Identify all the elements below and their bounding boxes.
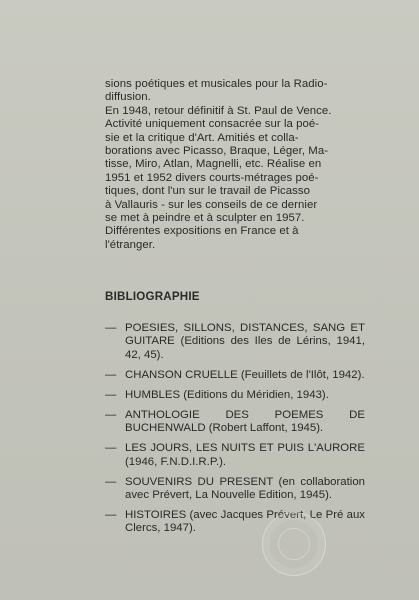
bio-line: à Vallauris - sur les conseils de ce dernier <box>105 198 318 211</box>
bibliography-item <box>105 442 365 469</box>
dash-marker: — <box>105 388 117 401</box>
bibliography-item <box>105 476 365 503</box>
bibliography-item <box>105 369 365 382</box>
bio-line: Différentes expositions en France et à <box>105 225 299 238</box>
bibliography-entry: LES JOURS, LES NUITS ET PUIS L'AURORE (1946, F.N.D.I.R.P.). <box>125 442 365 468</box>
bio-line: sions poétiques et musicales pour la Radio- <box>105 78 328 90</box>
bio-line: Activité uniquement consacrée sur la poé- <box>105 118 320 131</box>
dash-marker: — <box>105 509 117 522</box>
dash-marker: — <box>105 368 117 381</box>
bio-line: En 1948, retour définitif à St. Paul de Vence. <box>105 104 332 117</box>
bio-line: l'étranger. <box>105 238 156 251</box>
bibliography-list <box>105 322 365 542</box>
dash-marker: — <box>105 322 117 334</box>
dash-marker: — <box>105 408 117 421</box>
bibliography-item <box>105 322 365 362</box>
bio-line: sie et la critique d'Art. Amitiés et colla- <box>105 131 299 144</box>
bibliography-entry: CHANSON CRUELLE (Feuillets de l'Ilôt, 1942). <box>125 368 365 381</box>
bibliography-entry: HUMBLES (Editions du Méridien, 1943). <box>125 388 329 401</box>
bio-line: 1951 et 1952 divers courts-métrages poé- <box>105 171 319 184</box>
bio-paragraph-2 <box>105 105 363 252</box>
biography-text <box>105 78 363 252</box>
bibliography-entry: ANTHOLOGIE DES POEMES DE BUCHENWALD (Robert Laffont, 1945). <box>125 408 365 435</box>
bibliography-item <box>105 389 365 402</box>
bibliography-entry: HISTOIRES (avec Jacques Prévert, Le Pré aux Clercs, 1947). <box>125 509 365 535</box>
dash-marker: — <box>105 475 117 488</box>
bibliography-heading: BIBLIOGRAPHIE <box>105 290 200 303</box>
bio-line: tisse, Miro, Atlan, Magnelli, etc. Réalise en <box>105 158 322 171</box>
bio-line: borations avec Picasso, Braque, Léger, Ma- <box>105 145 329 158</box>
embossed-stamp <box>262 512 326 576</box>
bibliography-item <box>105 409 365 436</box>
bibliography-entry: POESIES, SILLONS, DISTANCES, SANG ET GUITARE (Editions des Iles de Lérins, 1941, 42, 45). <box>125 322 365 361</box>
bio-paragraph-1 <box>105 78 363 105</box>
bio-line: diffusion. <box>105 91 151 104</box>
bibliography-entry: SOUVENIRS DU PRESENT (en collaboration avec Prévert, La Nouvelle Edition, 1945). <box>125 475 365 502</box>
bio-line: se met à peindre et à sculpter en 1957. <box>105 212 305 225</box>
bibliography-item <box>105 509 365 536</box>
bio-line: tiques, dont l'un sur le travail de Picasso <box>105 185 311 198</box>
dash-marker: — <box>105 442 117 455</box>
embossed-stamp-center <box>278 528 310 560</box>
